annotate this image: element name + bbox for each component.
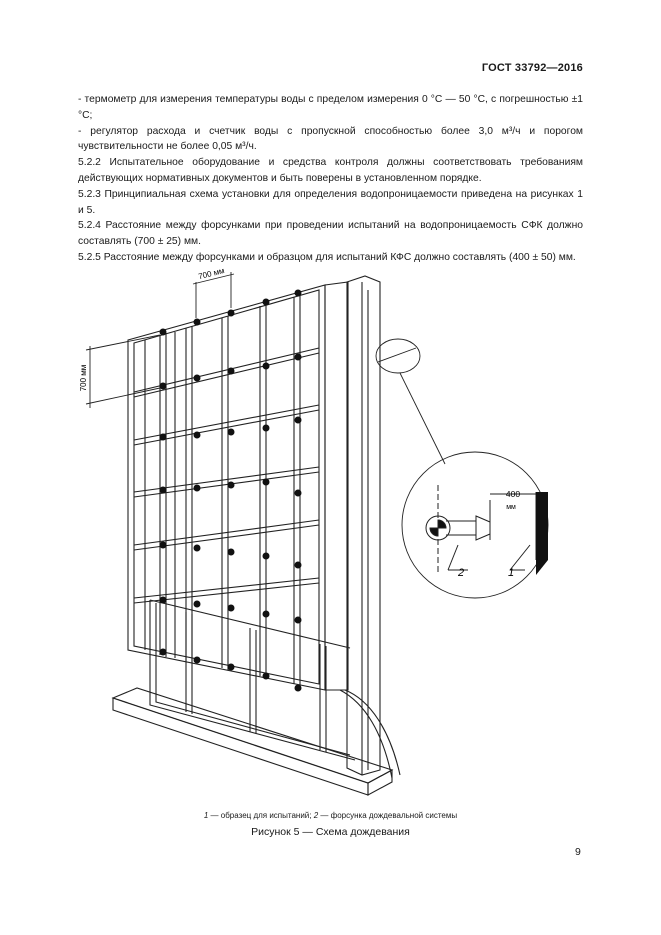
- legend-number: 2: [313, 811, 319, 820]
- legend-number: 1: [203, 811, 209, 820]
- legend-text: — форсунка дождевальной системы: [318, 811, 458, 820]
- detail-dimension-unit: мм: [506, 504, 516, 511]
- dimension-label-horizontal: 700 мм: [197, 265, 226, 282]
- document-code: ГОСТ 33792—2016: [481, 62, 583, 74]
- label-specimen: 1: [508, 567, 515, 579]
- body-text: [78, 92, 583, 266]
- paragraph: 5.2.4 Расстояние между форсунками при проведении испытаний на водопроницаемость СФК должно составлять (700 ± 25) мм.: [78, 220, 583, 248]
- paragraph: 5.2.3 Принципиальная схема установки для определения водопроницаемости приведена на рисунках 1 и 5.: [78, 188, 583, 216]
- figure-title: Рисунок 5 — Схема дождевания: [251, 826, 410, 838]
- paragraph: - термометр для измерения температуры воды с пределом измерения 0 °С — 50 °С, с погрешностью ±1 °С;: [78, 94, 583, 121]
- paragraph: - регулятор расхода и счетчик воды с пропускной способностью более 3,0 м³/ч и порогом чувствительности не более 0,05 м³/ч.: [78, 125, 583, 153]
- sprinkler-scheme-figure: [60, 255, 580, 805]
- paragraph: 5.2.5 Расстояние между форсунками и образцом для испытаний КФС должно составлять (400 ± 50) мм.: [78, 251, 576, 263]
- figure-legend: [0, 811, 661, 820]
- detail-dimension-value: 400: [505, 489, 521, 499]
- dimension-label-vertical: 700 мм: [79, 364, 88, 392]
- label-nozzle: 2: [458, 567, 465, 579]
- paragraph: 5.2.2 Испытательное оборудование и средства контроля должны соответствовать требованиям действующих нормативных документов и быть поверены в установленном порядке.: [78, 157, 583, 184]
- legend-text: — образец для испытаний;: [208, 811, 314, 820]
- page-number: 9: [575, 846, 581, 858]
